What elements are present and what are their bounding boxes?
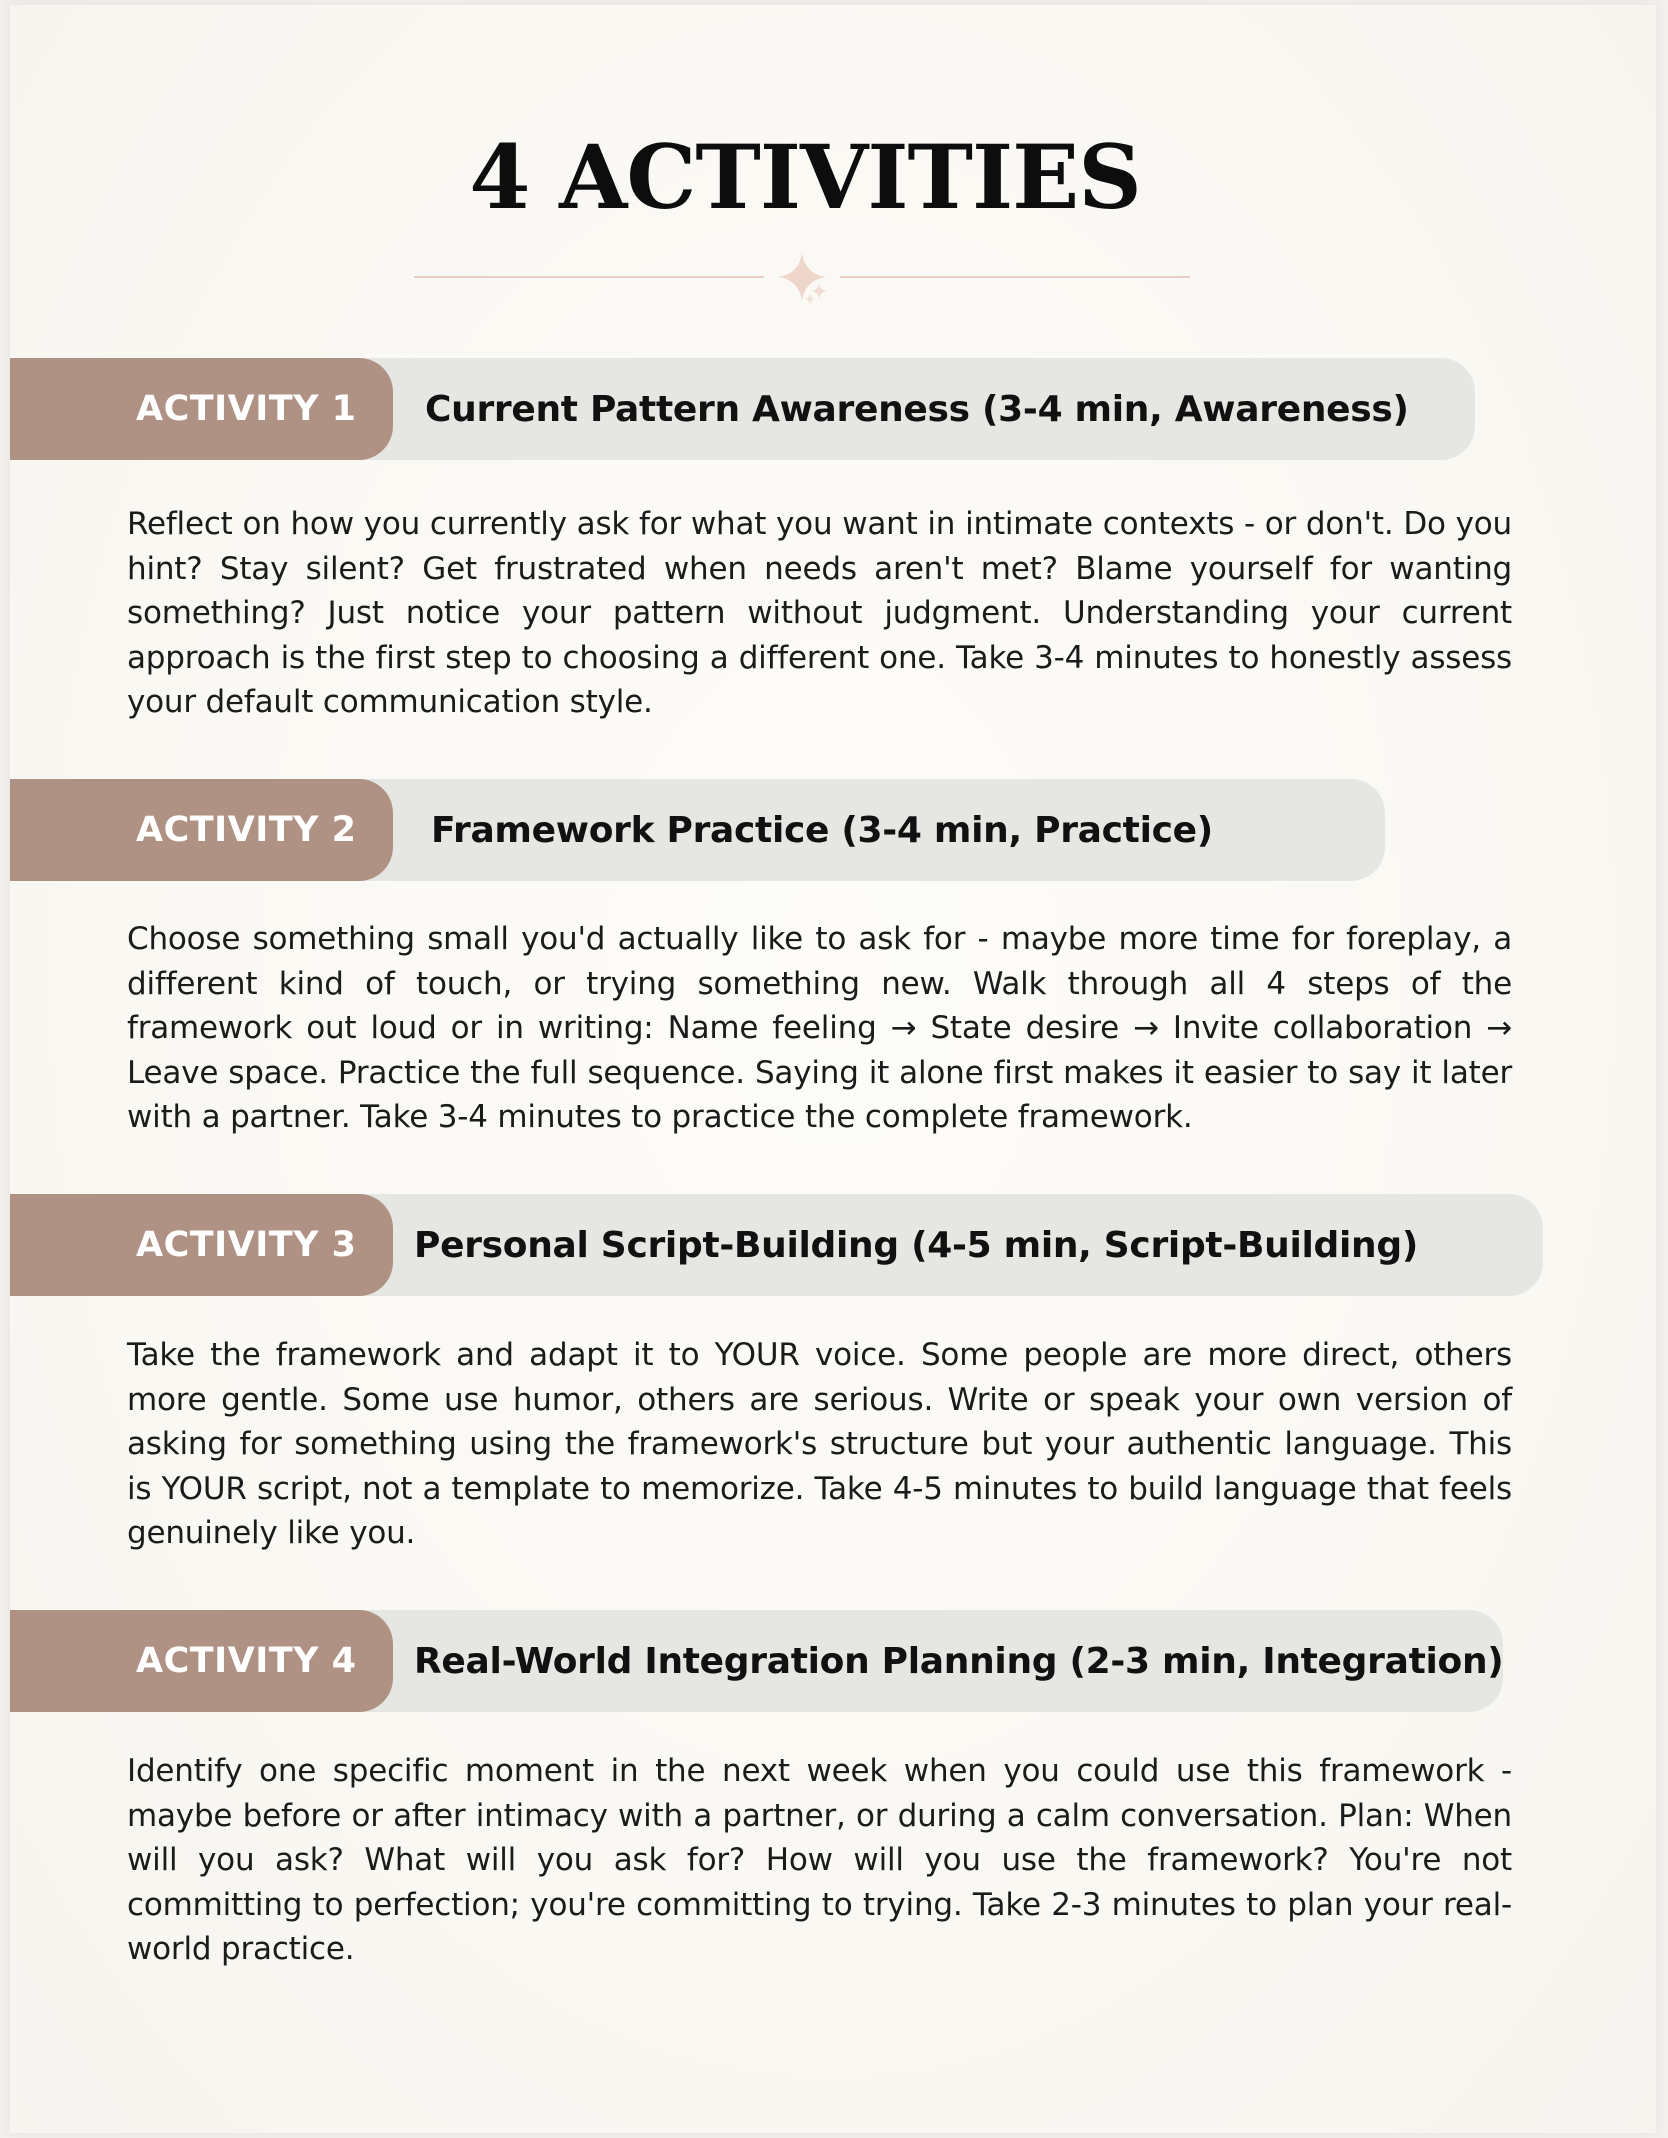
activity-2-tag-label: ACTIVITY 2 — [136, 810, 357, 850]
activity-2-header — [10, 779, 1385, 881]
activity-1-title: Current Pattern Awareness (3-4 min, Awareness) — [425, 388, 1409, 430]
title-divider — [414, 253, 1190, 307]
activity-3-title: Personal Script-Building (4-5 min, Script-Building) — [414, 1224, 1418, 1266]
activity-4-tag — [10, 1610, 393, 1712]
activity-2-title: Framework Practice (3-4 min, Practice) — [431, 809, 1213, 851]
activity-3-header — [10, 1194, 1543, 1296]
activity-1-tag — [10, 358, 393, 460]
activity-1-tag-label: ACTIVITY 1 — [136, 389, 357, 429]
activity-4-tag-label: ACTIVITY 4 — [136, 1641, 357, 1681]
page-title: 4 ACTIVITIES — [469, 125, 1141, 229]
activity-4-header — [10, 1610, 1503, 1712]
activity-1-header — [10, 358, 1475, 460]
activity-3-tag — [10, 1194, 393, 1296]
activity-4-title: Real-World Integration Planning (2-3 min, Integration) — [414, 1640, 1504, 1682]
activity-2-description: Choose something small you'd actually like to ask for - maybe more time for foreplay, a different kind of touch, or trying something new. Walk through all 4 steps of the framework out loud or in writing: Name feeling → State desire → Invite collaboration → Leave space. Practice the full sequence. Saying it alone first makes it easier to say it later with a partner. Take 3-4 minutes to practice the complete framework. — [127, 921, 1512, 1135]
activity-4-description: Identify one specific moment in the next week when you could use this framework - maybe before or after intimacy with a partner, or during a calm conversation. Plan: When will you ask? What will you ask for? How will you use the framework? You're not committing to perfection; you're committing to trying. Take 2-3 minutes to plan your real-world practice. — [127, 1753, 1512, 1967]
document-page — [10, 5, 1656, 2133]
activity-1-description: Reflect on how you currently ask for what you want in intimate contexts - or don't. Do you hint? Stay silent? Get frustrated when needs aren't met? Blame yourself for wanting something? Just notice your pattern without judgment. Understanding your current approach is the first step to choosing a different one. Take 3-4 minutes to honestly assess your default communication style. — [127, 506, 1512, 720]
sparkle-icon — [778, 253, 827, 305]
activity-2-tag — [10, 779, 393, 881]
activity-3-description: Take the framework and adapt it to YOUR voice. Some people are more direct, others more gentle. Some use humor, others are serious. Write or speak your own version of asking for something using the framework's structure but your authentic language. This is YOUR script, not a template to memorize. Take 4-5 minutes to build language that feels genuinely like you. — [127, 1337, 1512, 1551]
activity-3-tag-label: ACTIVITY 3 — [136, 1225, 357, 1265]
